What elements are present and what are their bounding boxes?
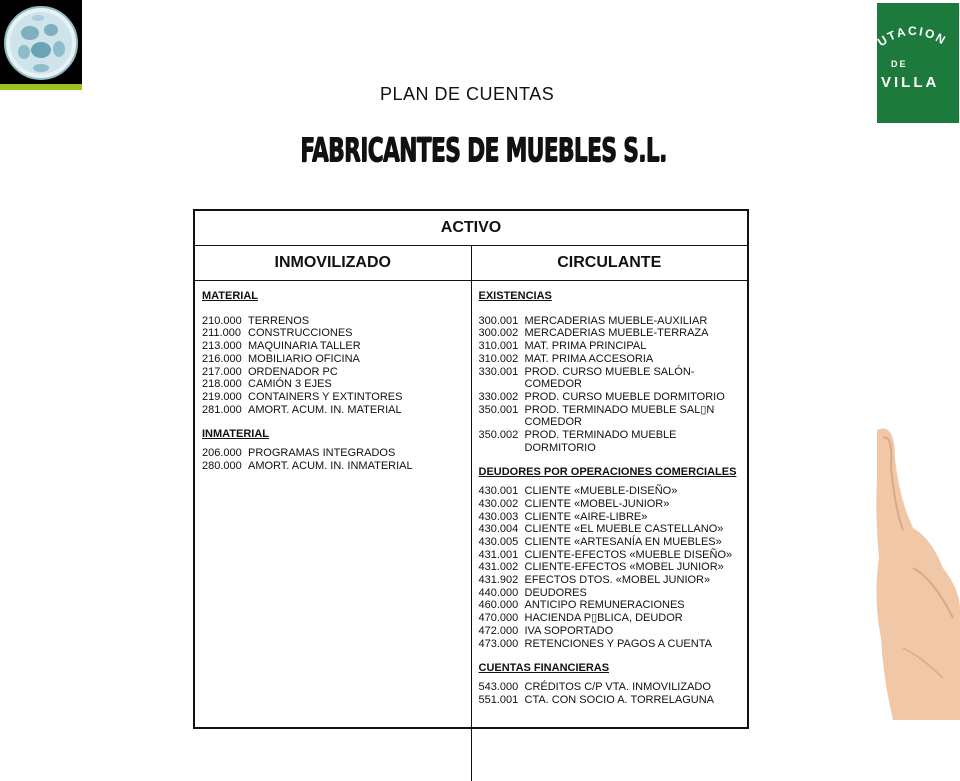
account-code: 472.000: [478, 624, 519, 637]
account-code: 300.001: [478, 314, 519, 327]
header-inmovilizado: INMOVILIZADO: [195, 246, 472, 280]
account-row: [479, 485, 748, 498]
account-row: [479, 587, 748, 600]
svg-text:VILLA: VILLA: [881, 74, 940, 91]
account-code: 470.000: [478, 612, 519, 625]
table-column-headers: [195, 246, 747, 281]
account-row: [479, 625, 748, 638]
account-description: PROD. CURSO MUEBLE DORMITORIO: [524, 390, 725, 403]
account-code: 217.000: [202, 365, 242, 378]
header-circulante: CIRCULANTE: [557, 254, 662, 271]
account-code: 350.001: [478, 403, 519, 416]
account-code: 281.000: [202, 403, 242, 416]
account-description: CLIENTE «AIRE-LIBRE»: [524, 510, 648, 523]
account-description: PROD. CURSO MUEBLE SALÓN-COMEDOR: [524, 365, 695, 391]
account-code: 330.002: [478, 390, 519, 403]
account-code: 219.000: [202, 390, 242, 403]
account-description: HACIENDA P▯BLICA, DEUDOR: [524, 612, 683, 625]
account-description: CRÉDITOS C/P VTA. INMOVILIZADO: [524, 680, 711, 693]
account-description: MERCADERIAS MUEBLE-AUXILIAR: [524, 314, 708, 327]
account-description: PROD. TERMINADO MUEBLE DORMITORIO: [524, 429, 677, 454]
account-description: PROD. TERMINADO MUEBLE SAL▯N COMEDOR: [524, 403, 715, 429]
account-row: [202, 460, 471, 473]
table-body: [195, 281, 747, 781]
account-code: 430.001: [478, 485, 519, 498]
account-description: TERRENOS: [248, 314, 310, 327]
account-row: [479, 549, 748, 562]
account-row: [202, 315, 471, 328]
account-row: [479, 404, 748, 429]
accounts-table: [193, 209, 749, 729]
account-row: [479, 681, 748, 694]
top-left-logo: [0, 0, 82, 86]
account-code: 210.000: [202, 314, 242, 327]
account-description: PROGRAMAS INTEGRADOS: [248, 447, 396, 460]
section-heading: MATERIAL: [202, 290, 259, 302]
account-row: [479, 694, 748, 707]
account-code: 430.002: [478, 497, 519, 510]
column-inmovilizado: [195, 281, 472, 781]
account-row: [479, 599, 748, 612]
company-name: FABRICANTES DE MUEBLES S.L.: [300, 130, 667, 169]
column-circulante: [472, 281, 748, 781]
account-row: [202, 378, 471, 391]
account-code: 430.004: [478, 523, 519, 536]
account-row: [479, 523, 748, 536]
account-code: 430.005: [478, 535, 519, 548]
top-right-logo: [877, 3, 959, 123]
account-code: 431.902: [478, 574, 519, 587]
account-description: ORDENADOR PC: [248, 365, 338, 378]
section-heading: INMATERIAL: [202, 428, 270, 441]
account-row: [479, 574, 748, 587]
account-row: [479, 561, 748, 574]
section-heading: DEUDORES POR OPERACIONES COMERCIALES: [478, 466, 737, 479]
account-code: 543.000: [478, 680, 519, 693]
account-description: CLIENTE «EL MUEBLE CASTELLANO»: [524, 523, 724, 536]
logo-accent-bar: [0, 84, 82, 90]
account-row: [479, 511, 748, 524]
account-code: 310.002: [478, 352, 519, 365]
account-description: IVA SOPORTADO: [524, 624, 614, 637]
account-description: CLIENTE-EFECTOS «MOBEL JUNIOR»: [524, 561, 724, 574]
account-description: AMORT. ACUM. IN. INMATERIAL: [248, 459, 413, 472]
account-code: 431.001: [478, 548, 519, 561]
account-code: 216.000: [202, 352, 242, 365]
account-code: 218.000: [202, 378, 242, 391]
account-row: [202, 340, 471, 353]
account-row: [479, 536, 748, 549]
account-row: [479, 366, 748, 391]
account-description: CLIENTE «ARTESANÍA EN MUEBLES»: [524, 535, 722, 548]
account-code: 430.003: [478, 510, 519, 523]
account-row: [479, 638, 748, 651]
account-row: [479, 327, 748, 340]
hand-image: [873, 418, 960, 720]
account-row: [479, 391, 748, 404]
account-code: 213.000: [202, 340, 242, 353]
svg-text:DE: DE: [891, 59, 908, 69]
account-code: 330.001: [478, 365, 519, 378]
account-description: CONTAINERS Y EXTINTORES: [248, 390, 403, 403]
account-code: 440.000: [478, 586, 519, 599]
account-code: 473.000: [478, 637, 519, 650]
account-row: [202, 353, 471, 366]
account-description: MAQUINARIA TALLER: [248, 340, 361, 353]
account-row: [479, 498, 748, 511]
account-description: ANTICIPO REMUNERACIONES: [524, 599, 685, 612]
account-description: CONSTRUCCIONES: [248, 327, 353, 340]
account-row: [479, 340, 748, 353]
account-code: 280.000: [202, 459, 242, 472]
account-description: DEUDORES: [524, 586, 587, 599]
account-description: CLIENTE «MUEBLE-DISEÑO»: [524, 485, 678, 498]
account-row: [479, 612, 748, 625]
account-code: 460.000: [478, 599, 519, 612]
account-code: 551.001: [478, 693, 519, 706]
account-description: CAMIÓN 3 EJES: [248, 378, 332, 391]
account-row: [202, 366, 471, 379]
section-heading: EXISTENCIAS: [478, 290, 552, 302]
account-row: [202, 327, 471, 340]
account-description: AMORT. ACUM. IN. MATERIAL: [248, 403, 402, 416]
account-description: MOBILIARIO OFICINA: [248, 352, 360, 365]
account-code: 300.002: [478, 327, 519, 340]
account-description: EFECTOS DTOS. «MOBEL JUNIOR»: [524, 574, 711, 587]
account-row: [202, 391, 471, 404]
account-row: [202, 447, 471, 460]
account-code: 310.001: [478, 340, 519, 353]
account-code: 350.002: [478, 429, 519, 442]
account-description: MAT. PRIMA PRINCIPAL: [524, 340, 647, 353]
account-row: [479, 429, 748, 454]
account-row: [202, 404, 471, 417]
account-description: CLIENTE «MOBEL-JUNIOR»: [524, 497, 670, 510]
account-row: [479, 353, 748, 366]
account-code: 431.002: [478, 561, 519, 574]
account-description: CLIENTE-EFECTOS «MUEBLE DISEÑO»: [524, 548, 733, 561]
account-description: MERCADERIAS MUEBLE-TERRAZA: [524, 327, 709, 340]
account-description: CTA. CON SOCIO A. TORRELAGUNA: [524, 693, 714, 706]
account-code: 211.000: [202, 327, 241, 340]
svg-text:UTACION: TACION: [885, 23, 950, 48]
section-heading: CUENTAS FINANCIERAS: [478, 662, 610, 675]
plan-title: PLAN DE CUENTAS: [380, 84, 555, 104]
account-code: 206.000: [202, 447, 242, 460]
account-description: RETENCIONES Y PAGOS A CUENTA: [524, 637, 712, 650]
account-description: MAT. PRIMA ACCESORIA: [524, 352, 654, 365]
account-row: [479, 315, 748, 328]
table-title: ACTIVO: [195, 211, 747, 246]
